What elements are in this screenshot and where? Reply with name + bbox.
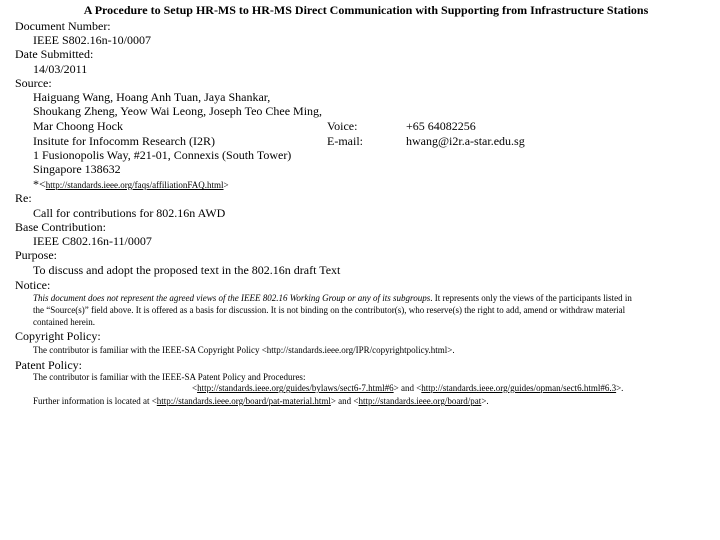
patent-line3-mid: > and <	[330, 396, 359, 406]
patent-opman-link[interactable]: http://standards.ieee.org/guides/opman/sect6.html#6.3	[421, 383, 617, 393]
affiliation-faq-link[interactable]: http://standards.ieee.org/faqs/affiliationFAQ.html	[45, 180, 224, 190]
copyright-prefix: The contributor is familiar with the IEEE-SA Copyright Policy <	[33, 345, 267, 355]
document-title: A Procedure to Setup HR-MS to HR-MS Direct Communication with Supporting from Infrastructure Stations	[83, 3, 649, 17]
copyright-label: Copyright Policy:	[15, 329, 101, 343]
copyright-text	[33, 345, 455, 356]
source-address2: Singapore 138632	[33, 162, 121, 176]
notice-line1-rest: . It represents only the views of the participants listed in	[430, 293, 632, 303]
patent-line2	[192, 383, 623, 394]
patent-line1: The contributor is familiar with the IEEE-SA Patent Policy and Procedures:	[33, 372, 306, 382]
patent-material-link[interactable]: http://standards.ieee.org/board/pat-material.html	[156, 396, 331, 406]
base-contribution-value: IEEE C802.16n-11/0007	[33, 234, 152, 248]
source-address1: 1 Fusionopolis Way, #21-01, Connexis (South Tower)	[33, 148, 292, 162]
patent-line3-prefix: Further information is located at <	[33, 396, 157, 406]
notice-line1	[33, 293, 708, 304]
email-label: E-mail:	[327, 134, 363, 148]
patent-line2-prefix: <	[192, 383, 198, 393]
purpose-label: Purpose:	[15, 248, 57, 262]
source-label: Source:	[15, 76, 52, 90]
re-label: Re:	[15, 191, 32, 205]
voice-label: Voice:	[327, 119, 358, 133]
copyright-link[interactable]: http://standards.ieee.org/IPR/copyrightpolicy.html	[266, 345, 448, 355]
date-submitted-value: 14/03/2011	[33, 62, 88, 76]
affiliation-suffix: >	[223, 180, 229, 190]
patent-line2-suffix: >.	[616, 383, 624, 393]
source-authors-line2: Shoukang Zheng, Yeow Wai Leong, Joseph Teo Chee Ming,	[33, 104, 323, 118]
patent-line3	[33, 396, 489, 407]
document-number-label: Document Number:	[15, 19, 111, 33]
date-submitted-label: Date Submitted:	[15, 47, 94, 61]
notice-line3: contained herein.	[33, 317, 95, 327]
base-contribution-label: Base Contribution:	[15, 220, 106, 234]
source-authors-line3: Mar Choong Hock	[33, 119, 123, 133]
notice-label: Notice:	[15, 278, 51, 292]
notice-line2: the “Source(s)” field above. It is offered as a basis for discussion. It is not binding on the contributor(s), who reserve(s) the right to add, amend or withdraw material	[33, 305, 626, 315]
patent-line3-suffix: >.	[481, 396, 489, 406]
re-value: Call for contributions for 802.16n AWD	[33, 206, 226, 220]
source-institution: Insitute for Infocomm Research (I2R)	[33, 134, 215, 148]
affiliation-prefix: *<	[33, 177, 46, 191]
patent-label: Patent Policy:	[15, 358, 82, 372]
patent-line2-mid: > and <	[393, 383, 422, 393]
voice-value: +65 64082256	[406, 119, 476, 133]
copyright-suffix: >.	[447, 345, 455, 355]
purpose-value: To discuss and adopt the proposed text in the 802.16n draft Text	[33, 263, 341, 277]
email-value: hwang@i2r.a-star.edu.sg	[406, 134, 525, 148]
notice-italic: This document does not represent the agreed views of the IEEE 802.16 Working Group or any of its subgroups	[33, 293, 431, 303]
source-authors-line1: Haiguang Wang, Hoang Anh Tuan, Jaya Shankar,	[33, 90, 271, 104]
document-number-value: IEEE S802.16n-10/0007	[33, 33, 151, 47]
affiliation-note	[33, 177, 229, 192]
patent-board-link[interactable]: http://standards.ieee.org/board/pat	[358, 396, 482, 406]
patent-bylaws-link[interactable]: http://standards.ieee.org/guides/bylaws/sect6-7.html#6	[197, 383, 394, 393]
